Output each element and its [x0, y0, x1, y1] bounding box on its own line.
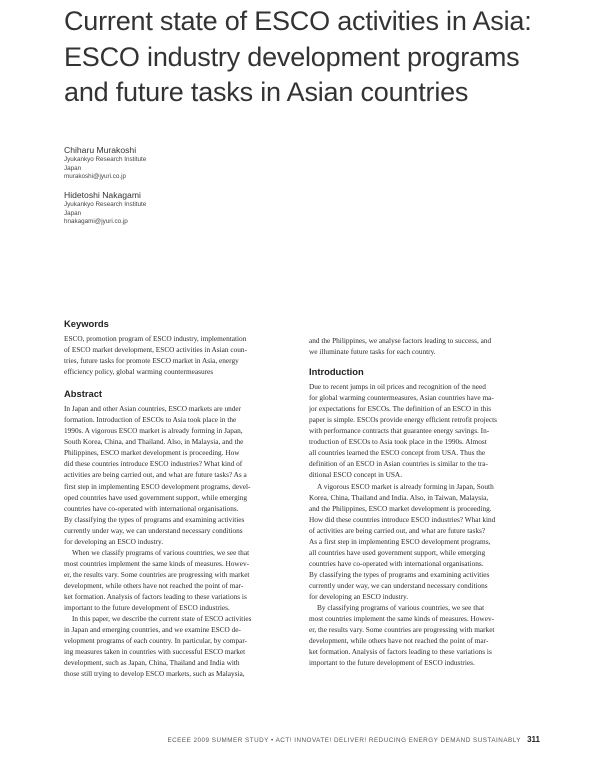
left-column	[64, 318, 312, 679]
page-footer	[160, 735, 540, 744]
right-column	[309, 335, 557, 668]
introduction-paragraph: By classifying programs of various countries, we see that most countries implement the same kinds of measures. Howev- er, the results vary. Some countries are progressing with market development, while others have not reached the point of mar- ket formation. Analysis of factors leading to these variations is important to the future development of ESCO industries.	[309, 603, 495, 668]
author-block	[64, 190, 264, 227]
author-email: murakoshi@jyuri.co.jp	[64, 173, 127, 181]
abstract-paragraph: In this paper, we describe the current state of ESCO activities in Japan and emerging countries, and we examine ESCO de- velopment programs of each country. In particular, by compar- ing measures taken in countries with successful ESCO market development, such as Japan, China, Thailand and India with those still trying to develop ESCO markets, such as Malaysia,	[64, 614, 252, 679]
title-line: and future tasks in Asian countries	[64, 77, 469, 107]
footer-text: ECEEE 2009 SUMMER STUDY • ACT! INNOVATE! DELIVER! REDUCING ENERGY DEMAND SUSTAINABLY	[167, 737, 521, 744]
abstract-continuation: and the Philippines, we analyse factors leading to success, and we illuminate future tasks for each country.	[309, 336, 492, 357]
keywords-text: ESCO, promotion program of ESCO industry, implementation of ESCO market development, ESCO activities in Asian coun- tries, future tasks for promote ESCO market in Asia, energy efficiency policy, global warming countermeasures	[64, 334, 247, 377]
paper-title	[64, 4, 584, 111]
author-affiliation: Jyukankyo Research Institute	[64, 201, 147, 208]
author-email: hnakagami@jyuri.co.jp	[64, 218, 128, 226]
abstract-heading: Abstract	[64, 388, 103, 400]
page-number: 311	[527, 735, 540, 744]
title-line: ESCO industry development programs	[64, 41, 520, 72]
author-affiliation: Jyukankyo Research Institute	[64, 156, 147, 163]
abstract-paragraph: In Japan and other Asian countries, ESCO markets are under formation. Introduction of ESCOs to Asia took place in the 1990s. A vigorous ESCO market is already forming in Japan, South Korea, China, and Thailand. Also, in Malaysia, and the Philippines, ESCO market development is proceeding. How did these countries introduce ESCO industries? What kind of activities are being carried out, and what are future tasks? As a first step in implementing ESCO development programs, devel- oped countries have used government support, while emerging countries have co-operated with international organisations. By classifying the types of programs and examining activities currently under way, we can understand necessary conditions for developing an ESCO industry.	[64, 404, 251, 546]
author-name: Chiharu Murakoshi	[64, 145, 137, 155]
author-country: Japan	[64, 164, 82, 172]
introduction-heading: Introduction	[309, 366, 364, 378]
introduction-paragraph: Due to recent jumps in oil prices and recognition of the need for global warming countermeasures, Asian countries have ma- jor expectations for ESCOs. The definition of an ESCO in this paper is simple. ESCOs provide energy efficient retrofit projects with performance contracts that guarantee energy savings. In- troduction of ESCOs to Asia took place in the 1990s. Almost all countries learned the ESCO concept from USA. Thus the definition of an ESCO in Asian countries is similar to the tra- ditional ESCO concept in USA.	[309, 382, 497, 480]
keywords-heading: Keywords	[64, 318, 109, 329]
author-block	[64, 145, 264, 182]
title-line: Current state of ESCO activities in Asia:	[64, 6, 532, 36]
abstract-paragraph: When we classify programs of various countries, we see that most countries implement the same kinds of measures. Howev- er, the results vary. Some countries are progressing with market development, while others have not reached the point of mar- ket formation. Analysis of factors leading to these variations is important to the future development of ESCO industries.	[64, 547, 250, 613]
introduction-paragraph: A vigorous ESCO market is already forming in Japan, South Korea, China, Thailand and India. Also, in Taiwan, Malaysia, and the Philippines, ESCO market development is proceeding. How did these countries introduce ESCO industries? What kind of activities are being carried out, and what are future tasks? As a first step in implementing ESCO development programs, all countries have used government support, while emerging countries have co-operated with international organisations. By classifying the types of programs and examining activities currently under way, we can understand necessary conditions for developing an ESCO industry.	[309, 481, 496, 601]
author-name: Hidetoshi Nakagami	[64, 190, 141, 200]
author-country: Japan	[64, 209, 82, 217]
